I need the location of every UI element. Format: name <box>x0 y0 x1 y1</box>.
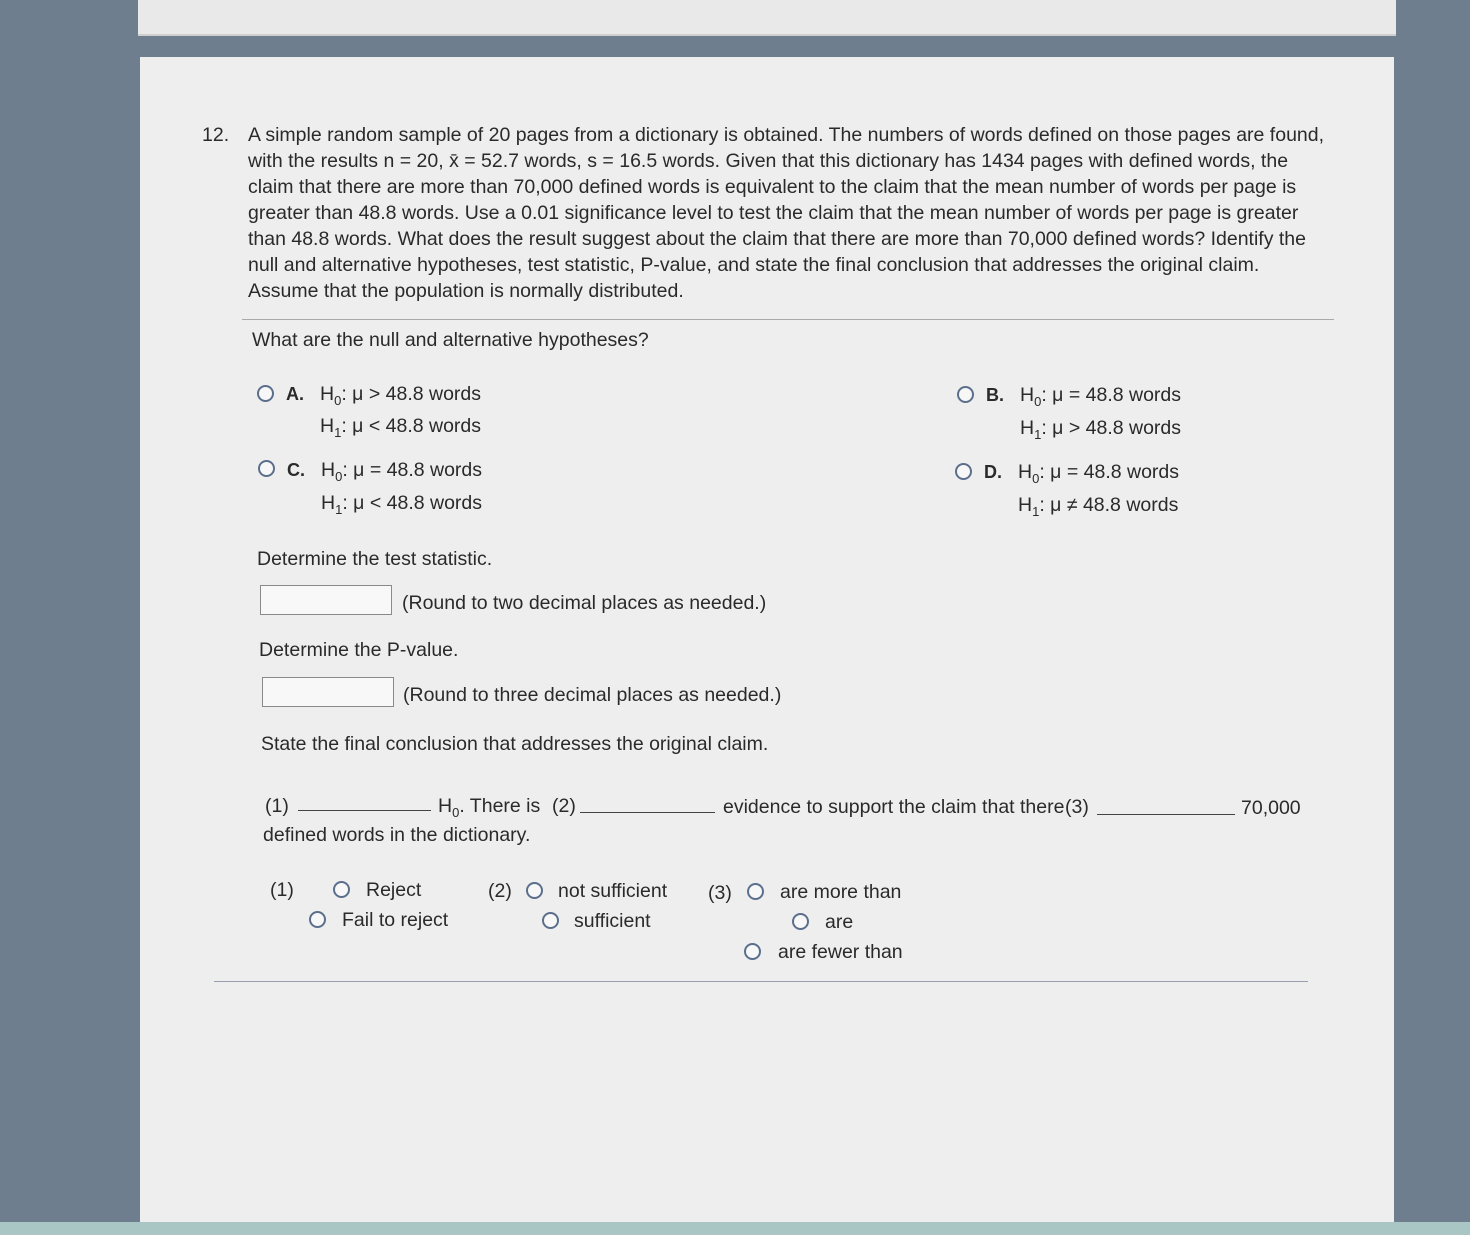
divider-bottom <box>214 981 1308 982</box>
are-more-than-option[interactable]: are more than <box>780 881 902 903</box>
test-statistic-hint: (Round to two decimal places as needed.) <box>402 592 767 614</box>
question-panel <box>140 57 1394 1235</box>
not-sufficient-radio[interactable] <box>526 882 543 899</box>
option-c-h0: $H_0$: μ = 48.8 words <box>321 459 483 484</box>
option-a-radio[interactable] <box>257 385 274 402</box>
conclusion-line-2: defined words in the dictionary. <box>263 824 531 846</box>
p-value-input[interactable] <box>262 677 394 707</box>
option-d-h0: $H_0$: μ = 48.8 words <box>1018 461 1180 486</box>
option-a-h1: $H_1$: μ < 48.8 words <box>320 415 482 440</box>
fail-to-reject-radio[interactable] <box>309 911 326 928</box>
blank-1-line[interactable] <box>298 810 431 811</box>
conclusion-threshold: 70,000 <box>1241 797 1301 819</box>
blank-3-label: (3) <box>1065 796 1089 818</box>
option-b-letter: B. <box>986 385 1004 405</box>
blank-2-line[interactable] <box>580 812 715 813</box>
blank-3-line[interactable] <box>1097 814 1235 815</box>
are-more-than-radio[interactable] <box>747 883 764 900</box>
are-radio[interactable] <box>792 913 809 930</box>
question-text: A simple random sample of 20 pages from a dictionary is obtained. The numbers of words defined on those pages are found, with the results n = 20, x̄ = 52.7 words, s = 16.5 words. Given that this dictionary has 1434 pages with defined words, the claim that there are more than 70,000 defined words is equivalent to the claim that the mean number of words per page is greater than 48.8 words. Use a 0.01 significance level to test the claim that the mean number of words per page is greater than 48.8 words. What does the result suggest about the claim that there are more than 70,000 defined words? Identify the null and alternative hypotheses, test statistic, P-value, and state the final conclusion that addresses the original claim. Assume that the population is normally distributed. <box>248 124 1325 302</box>
hypotheses-prompt: What are the null and alternative hypotheses? <box>252 329 649 351</box>
conclusion-prompt: State the final conclusion that addresses the original claim. <box>261 733 769 755</box>
reject-option[interactable]: Reject <box>366 879 422 901</box>
fail-to-reject-option[interactable]: Fail to reject <box>342 909 449 931</box>
question-number: 12. <box>202 124 230 146</box>
option-a-letter: A. <box>286 384 304 404</box>
h0-reference: $H_0$. There is <box>438 795 541 820</box>
group-3-label: (3) <box>708 882 732 904</box>
option-b-h1: $H_1$: μ > 48.8 words <box>1020 417 1182 442</box>
are-fewer-than-radio[interactable] <box>744 943 761 960</box>
option-c-radio[interactable] <box>258 460 275 477</box>
option-c-letter: C. <box>287 460 305 480</box>
screen-bottom-edge <box>0 1222 1470 1235</box>
are-option[interactable]: are <box>825 911 854 933</box>
p-value-hint: (Round to three decimal places as needed.) <box>403 684 782 706</box>
sufficient-option[interactable]: sufficient <box>574 910 651 932</box>
test-statistic-prompt: Determine the test statistic. <box>257 548 493 570</box>
divider-top <box>242 319 1334 320</box>
sufficient-radio[interactable] <box>542 912 559 929</box>
option-c-h1: $H_1$: μ < 48.8 words <box>321 492 483 517</box>
test-statistic-input[interactable] <box>260 585 392 615</box>
group-2-label: (2) <box>488 880 512 902</box>
blank-1-label: (1) <box>265 795 289 817</box>
group-1-label: (1) <box>270 879 294 901</box>
are-fewer-than-option[interactable]: are fewer than <box>778 941 903 963</box>
p-value-prompt: Determine the P-value. <box>259 639 459 661</box>
option-d-letter: D. <box>984 462 1002 482</box>
option-d-h1: $H_1$: μ ≠ 48.8 words <box>1018 494 1179 519</box>
option-a-h0: $H_0$: μ > 48.8 words <box>320 383 482 408</box>
not-sufficient-option[interactable]: not sufficient <box>558 880 668 902</box>
blank-2-label: (2) <box>552 795 576 817</box>
option-d-radio[interactable] <box>955 463 972 480</box>
top-window-strip <box>138 0 1396 36</box>
conclusion-middle-text: evidence to support the claim that there <box>723 796 1065 818</box>
option-b-h0: $H_0$: μ = 48.8 words <box>1020 384 1182 409</box>
option-b-radio[interactable] <box>957 386 974 403</box>
reject-radio[interactable] <box>333 881 350 898</box>
